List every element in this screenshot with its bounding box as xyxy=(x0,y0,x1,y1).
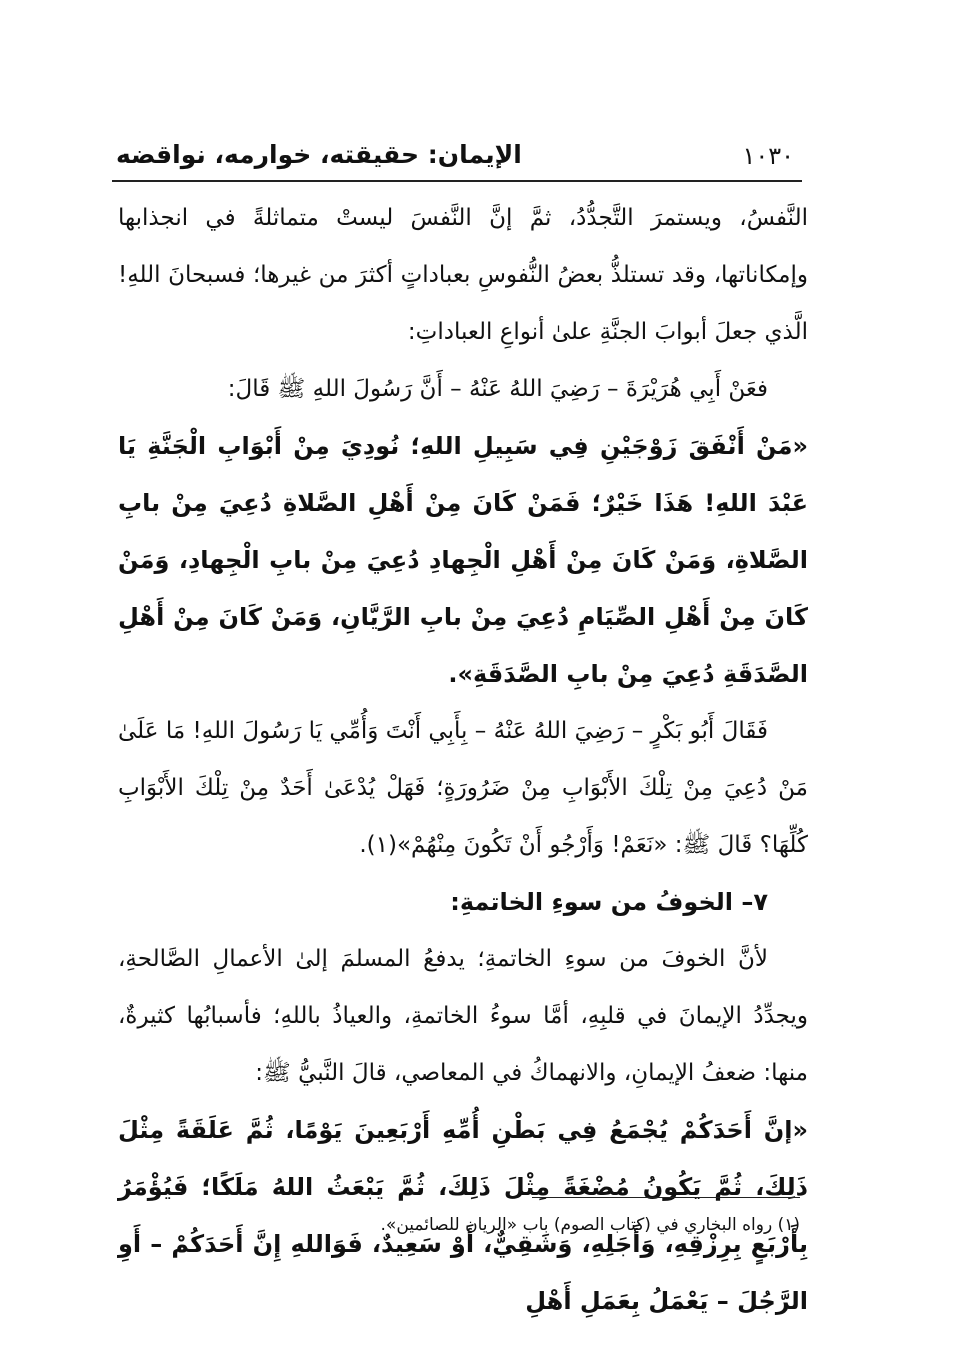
page-number: ١٠٣٠ xyxy=(742,142,794,170)
footnote-divider xyxy=(532,1197,800,1198)
paragraph-khatima: لأنَّ الخوفَ من سوءِ الخاتمةِ؛ يدفعُ المسلمَ إلىٰ الأعمالِ الصَّالحةِ، ويجدِّدُ الإيمانَ في قلبِهِ، أمَّا سوءُ الخاتمةِ، والعياذُ باللهِ؛ فأسبابُها كثيرةٌ، منها: ضعفُ الإيمانِ، والانهماكُ في المعاصي، قالَ النَّبيُّ ﷺ: xyxy=(118,946,808,1086)
paragraph-intro: النَّفسُ، ويستمرَ التَّجدُّدُ، ثمَّ إنَّ النَّفسَ ليستْ متماثلةً في انجذابها وإمكاناتها، وقد تستلذُّ بعضُ النُّفوسِ بعباداتٍ أكثرَ من غيرها؛ فسبحانَ اللهِ! الَّذي جعلَ أبوابَ الجنَّةِ علىٰ أنواعِ العباداتِ: xyxy=(118,205,808,345)
main-text xyxy=(118,190,808,1330)
running-title: الإيمان: حقيقته، خوارمه، نواقضه xyxy=(116,140,522,169)
paragraph-abu-bakr: فَقَالَ أَبُو بَكْرٍ – رَضِيَ اللهُ عَنْهُ – بِأَبِي أَنْتَ وَأُمِّي يَا رَسُولَ اللهِ! مَا عَلَىٰ مَنْ دُعِيَ مِنْ تِلْكَ الأَبْوَابِ مِنْ ضَرُورَةٍ؛ فَهَلْ يُدْعَىٰ أَحَدٌ مِنْ تِلْكَ الأَبْوَابِ كُلِّهَا؟ قَالَ ﷺ: «نَعَمْ! وَأَرْجُو أَنْ تَكُونَ مِنْهُمْ»(١). xyxy=(118,718,808,858)
page-header xyxy=(112,136,802,176)
section-heading: ٧– الخوفُ من سوءِ الخاتمةِ: xyxy=(450,888,768,916)
paragraph-narration-1: فعَنْ أَبِي هُرَيْرَةَ – رَضِيَ اللهُ عَنْهُ – أَنَّ رَسُولَ اللهِ ﷺ قَالَ: xyxy=(227,376,768,402)
footnote: (١) رواه البخاري في (كتاب الصوم) باب «الريان للصائمين». xyxy=(380,1215,800,1235)
hadith-text-1: «مَنْ أَنْفَقَ زَوْجَيْنِ فِي سَبِيلِ اللهِ؛ نُودِيَ مِنْ أَبْوَابِ الْجَنَّةِ يَا عَبْدَ اللهِ! هَذَا خَيْرٌ؛ فَمَنْ كَانَ مِنْ أَهْلِ الصَّلاةِ دُعِيَ مِنْ بابِ الصَّلاةِ، وَمَنْ كَانَ مِنْ أَهْلِ الْجِهادِ دُعِيَ مِنْ بابِ الْجِهادِ، وَمَنْ كَانَ مِنْ أَهْلِ الصِّيَامِ دُعِيَ مِنْ بابِ الرَّيَّانِ، وَمَنْ كَانَ مِنْ أَهْلِ الصَّدَقَةِ دُعِيَ مِنْ بابِ الصَّدَقَةِ». xyxy=(118,432,808,688)
hadith-text-2: «إنَّ أَحَدَكُمْ يُجْمَعُ فِي بَطْنِ أُمِّهِ أَرْبَعِينَ يَوْمًا، ثُمَّ عَلَقَةً مِثْلَ ذَلِكَ، ثُمَّ يَكُونُ مُضْغَةً مِثْلَ ذَلِكَ، ثُمَّ يَبْعَثُ اللهُ مَلَكًا؛ فَيُؤْمَرُ بِأَرْبَعٍ بِرِزْقِهِ، وَأَجَلِهِ، وَشَقِيٌّ، أَوْ سَعِيدٌ، فَوَاللهِ إِنَّ أَحَدَكُمْ – أَوِ الرَّجُلَ – يَعْمَلُ بِعَمَلِ أَهْلِ xyxy=(118,1116,808,1315)
header-divider xyxy=(112,180,802,182)
